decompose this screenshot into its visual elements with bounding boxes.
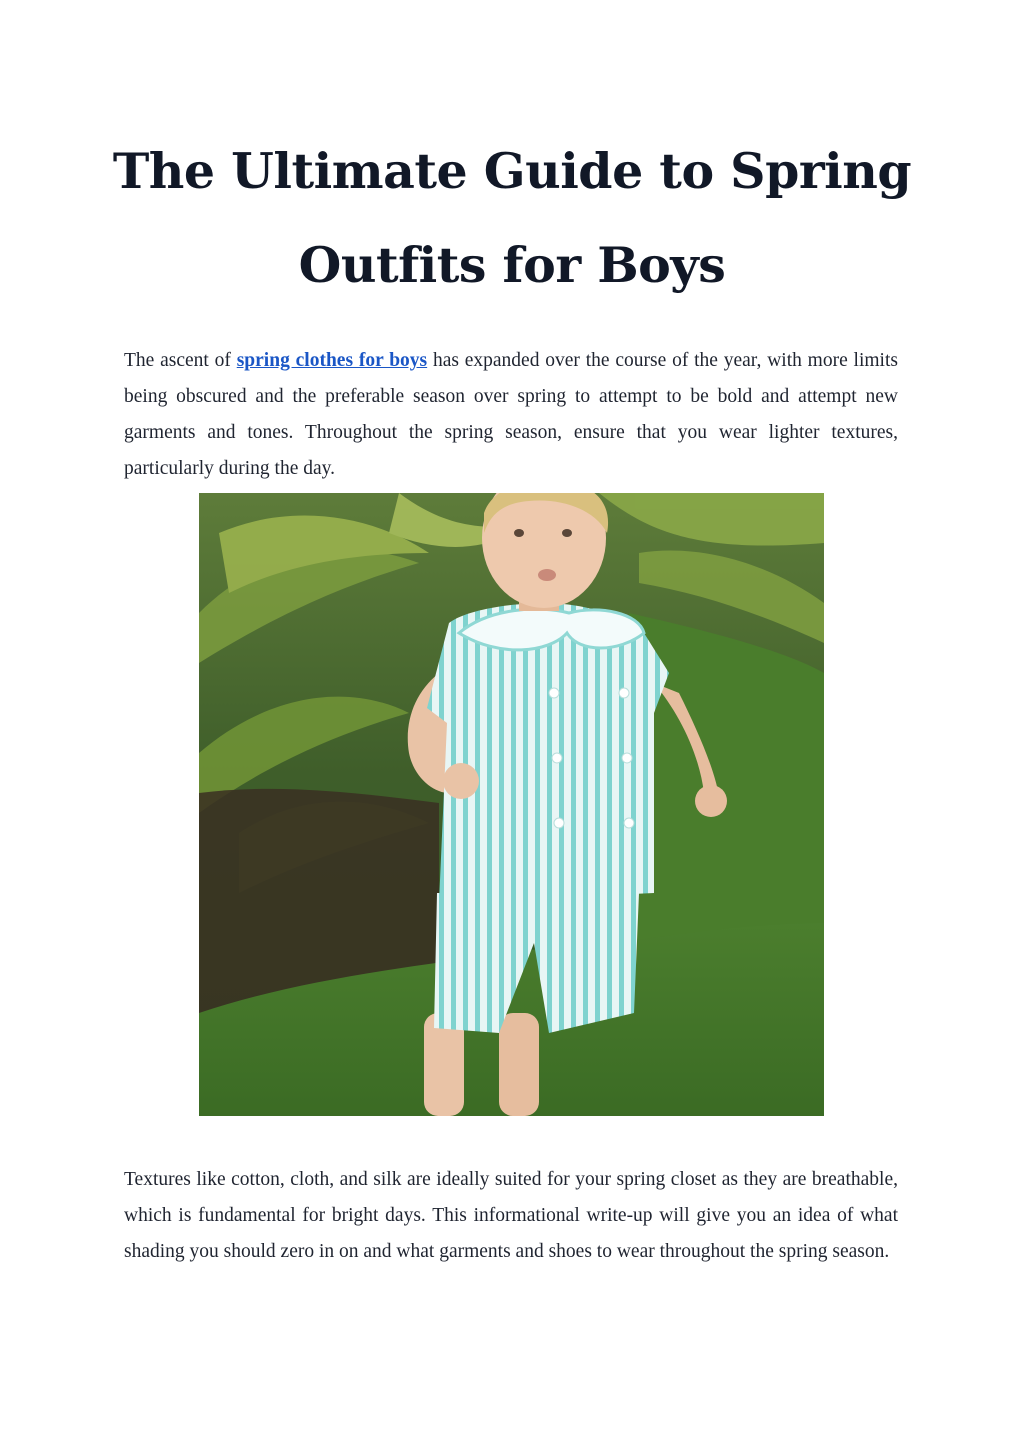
- closing-paragraph: Textures like cotton, cloth, and silk are ideally suited for your spring closet as they are breathable, which is fundamental for bright days. This informational write-up will give you an idea of what shading you should zero in on and what garments and shoes to wear throughout the spring season.: [124, 1169, 898, 1262]
- boy-outfit-photo: [199, 493, 824, 1116]
- intro-text-start: The ascent of: [124, 350, 237, 371]
- intro-paragraph: [124, 343, 898, 487]
- spring-clothes-link[interactable]: spring clothes for boys: [236, 350, 428, 371]
- intro-text-end: has expanded over the course of the year, with more limits being obscured and the preferable season over spring to attempt to be bold and attempt new garments and tones. Throughout the spring season, ensure that you wear lighter textures, particularly during the day.: [124, 350, 898, 479]
- page-title: The Ultimate Guide to Spring Outfits for Boys: [112, 142, 912, 294]
